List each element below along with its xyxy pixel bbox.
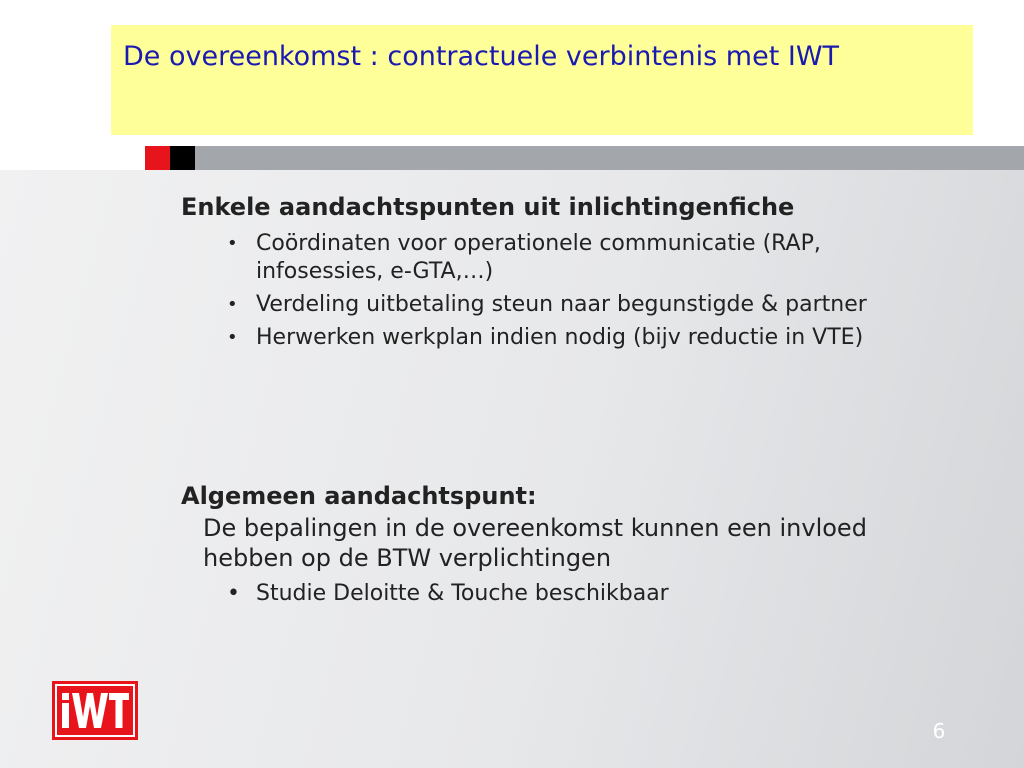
bullet-icon: • bbox=[227, 327, 238, 348]
list-item bbox=[227, 324, 927, 352]
bullet-icon: • bbox=[227, 581, 240, 606]
iwt-logo-icon bbox=[52, 681, 138, 740]
list-item bbox=[227, 580, 927, 608]
slide-title: De overeenkomst : contractuele verbintenis met IWT bbox=[123, 41, 840, 72]
bullet-text: Studie Deloitte & Touche beschikbaar bbox=[256, 581, 669, 606]
bullet-icon: • bbox=[227, 294, 238, 315]
section-heading-inlichtingenfiche: Enkele aandachtspunten uit inlichtingenfiche bbox=[181, 193, 795, 221]
bullet-text: Verdeling uitbetaling steun naar begunstigde & partner bbox=[256, 292, 867, 317]
list-item bbox=[227, 230, 927, 286]
section-heading-algemeen: Algemeen aandachtspunt: bbox=[181, 482, 537, 510]
bullet-icon: • bbox=[227, 233, 238, 254]
bullet-list-algemeen bbox=[227, 580, 927, 613]
page-number: 6 bbox=[932, 719, 946, 743]
bullet-text: Herwerken werkplan indien nodig (bijv reductie in VTE) bbox=[256, 325, 864, 350]
bullet-list-inlichtingenfiche bbox=[227, 230, 927, 357]
list-item bbox=[227, 291, 927, 319]
section-paragraph-btw: De bepalingen in de overeenkomst kunnen een invloed hebben op de BTW verplichtingen bbox=[203, 514, 867, 572]
bullet-text: Coördinaten voor operationele communicatie (RAP, infosessies, e-GTA,…) bbox=[256, 231, 821, 284]
